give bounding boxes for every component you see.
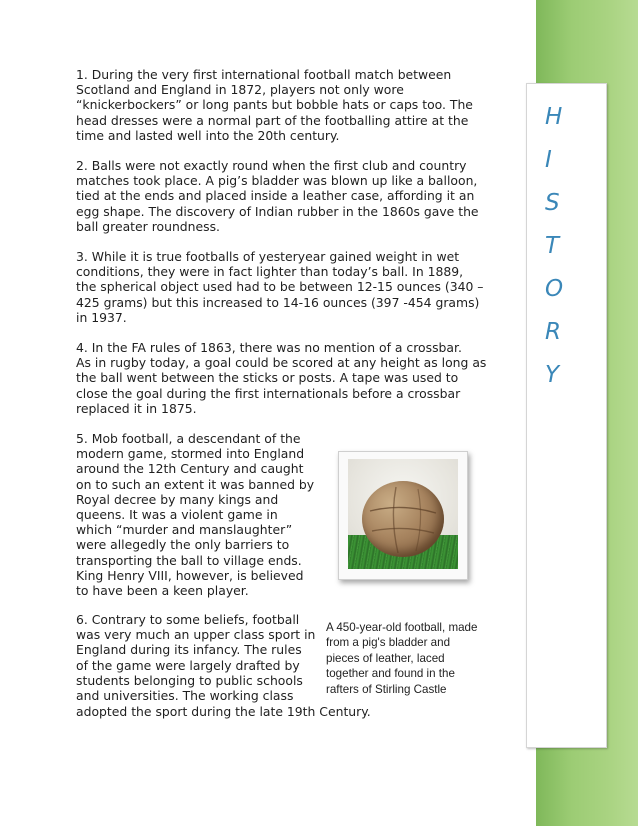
football-image [348,459,458,569]
history-side-card [526,83,607,748]
paragraph-4: 4. In the FA rules of 1863, there was no mention of a crossbar. As in rugby today, a goal could be scored at any height as long as the ball went between the sticks or posts. A tape was used to close the goal during the first internationals before a crossbar replaced it in 1875. [76,340,487,416]
history-letter-h: H [545,104,563,130]
paragraph-3: 3. While it is true footballs of yesteryear gained weight in wet conditions, they were in fact lighter than today’s ball. In 1889, the spherical object used had to be between 12-15 ounces (340 – 425 grams) but this increased to 14-16 ounces (397 -454 grams) in 1937. [76,249,484,325]
football-photo [338,451,468,580]
paragraph-6: 6. Contrary to some beliefs, football was very much an upper class sport in England during its infancy. The rules of the game were largely drafted by students belonging to public schools and universities. The working class [76,612,316,704]
history-letter-t: T [545,233,560,259]
paragraph-6-last-line: adopted the sport during the late 19th Century. [76,704,371,719]
history-letter-y: Y [545,362,560,388]
paragraph-2: 2. Balls were not exactly round when the first club and country matches took place. A pig’s bladder was blown up like a balloon, tied at the ends and placed inside a leather case, affording it an egg shape. The discovery of Indian rubber in the 1860s gave the ball greater roundness. [76,158,479,234]
history-letter-o: O [545,276,564,302]
photo-caption: A 450-year-old football, made from a pig's bladder and pieces of leather, laced together and found in the rafters of Stirling Castle [326,621,478,696]
ball-seams-icon [362,481,444,557]
history-letter-i: I [545,147,552,173]
history-letter-s: S [545,190,560,216]
history-letter-r: R [545,319,561,345]
paragraph-5: 5. Mob football, a descendant of the modern game, stormed into England around the 12th Century and caught on to such an extent it was banned by Royal decree by many kings and queens. It was a violent game in which “murder and manslaughter” were allegedly the only barriers to transporting the ball to village ends. King Henry VIII, however, is believed to have been a keen player. [76,431,315,599]
leather-ball [362,481,444,557]
paragraph-1: 1. During the very first international football match between Scotland and England in 1872, players not only wore “knickerbockers” or long pants but bobble hats or caps too. The head dresses were a normal part of the footballing attire at the time and lasted well into the 20th century. [76,67,473,143]
